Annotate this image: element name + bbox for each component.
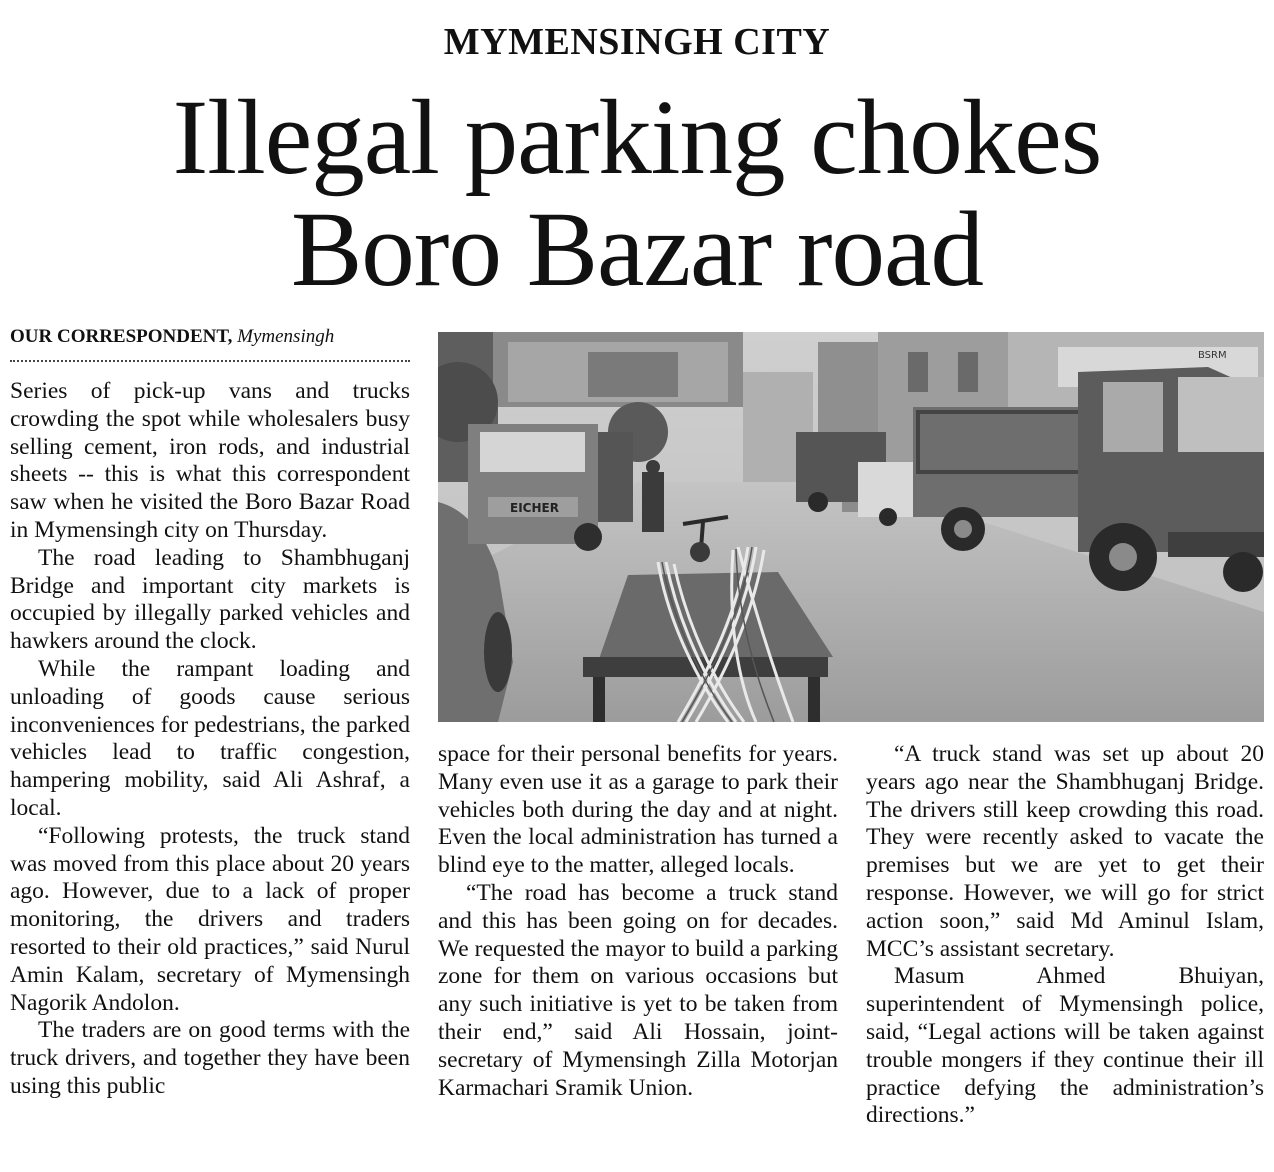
article-column-3 [866,741,1264,1130]
headline-line-2: Boro Bazar road [290,191,984,309]
paragraph: “Following protests, the truck stand was moved from this place about 20 years ago. However, due to a lack of proper monitoring, the drivers and traders resorted to their old practices,” said Nurul Amin Kalam, secretary of Mymensingh Nagorik Andolon. [10,822,410,1016]
paragraph: “The road has become a truck stand and this has been going on for decades. We requested the mayor to build a parking zone for them on various occasions but any such initiative is yet to be taken from their end,” said Ali Hossain, joint-secretary of Mymensingh Zilla Motorjan Karmachari Sramik Union. [438,879,838,1101]
section-kicker: MYMENSINGH CITY [443,21,831,63]
paragraph: Series of pick-up vans and trucks crowding the spot while wholesalers busy selling cement, iron rods, and industrial sheets -- this is what this correspondent saw when he visited the Boro Bazar Road in Mymensingh city on Thursday. [10,378,410,543]
paragraph: The road leading to Shambhuganj Bridge and important city markets is occupied by illegally parked vehicles and hawkers around the clock. [10,544,410,655]
byline-name: OUR CORRESPONDENT, [10,326,233,347]
paragraph: The traders are on good terms with the truck drivers, and together they have been using this public [10,1017,410,1099]
headline-line-1: Illegal parking chokes [172,79,1102,197]
byline-place: Mymensingh [237,326,335,347]
paragraph: “A truck stand was set up about 20 years ago near the Shambhuganj Bridge. The drivers still keep crowding this road. They were recently asked to vacate the premises but we are yet to get their response. However, we will go for strict action soon,” said Md Aminul Islam, MCC’s assistant secretary. [866,741,1264,962]
article-column-2 [438,741,838,1102]
byline [10,326,410,348]
paragraph: While the rampant loading and unloading of goods cause serious inconveniences for pedestrians, the parked vehicles lead to traffic congestion, hampering mobility, said Ali Ashraf, a local. [10,655,410,821]
truck-brand-text: EICHER [510,501,559,515]
headline [0,79,1274,309]
byline-divider [10,360,410,362]
news-photo [438,332,1264,722]
article-column-1 [10,378,410,1101]
sign-text: BSRM [1198,350,1227,361]
paragraph: space for their personal benefits for years. Many even use it as a garage to park their vehicles both during the day and at night. Even the local administration has turned a blind eye to the matter, alleged locals. [438,741,838,879]
street-scene-illustration [438,332,1264,722]
paragraph: Masum Ahmed Bhuiyan, superintendent of Mymensingh police, said, “Legal actions will be taken against trouble mongers if they continue their ill practice defying the administration’s directions.” [866,963,1264,1129]
